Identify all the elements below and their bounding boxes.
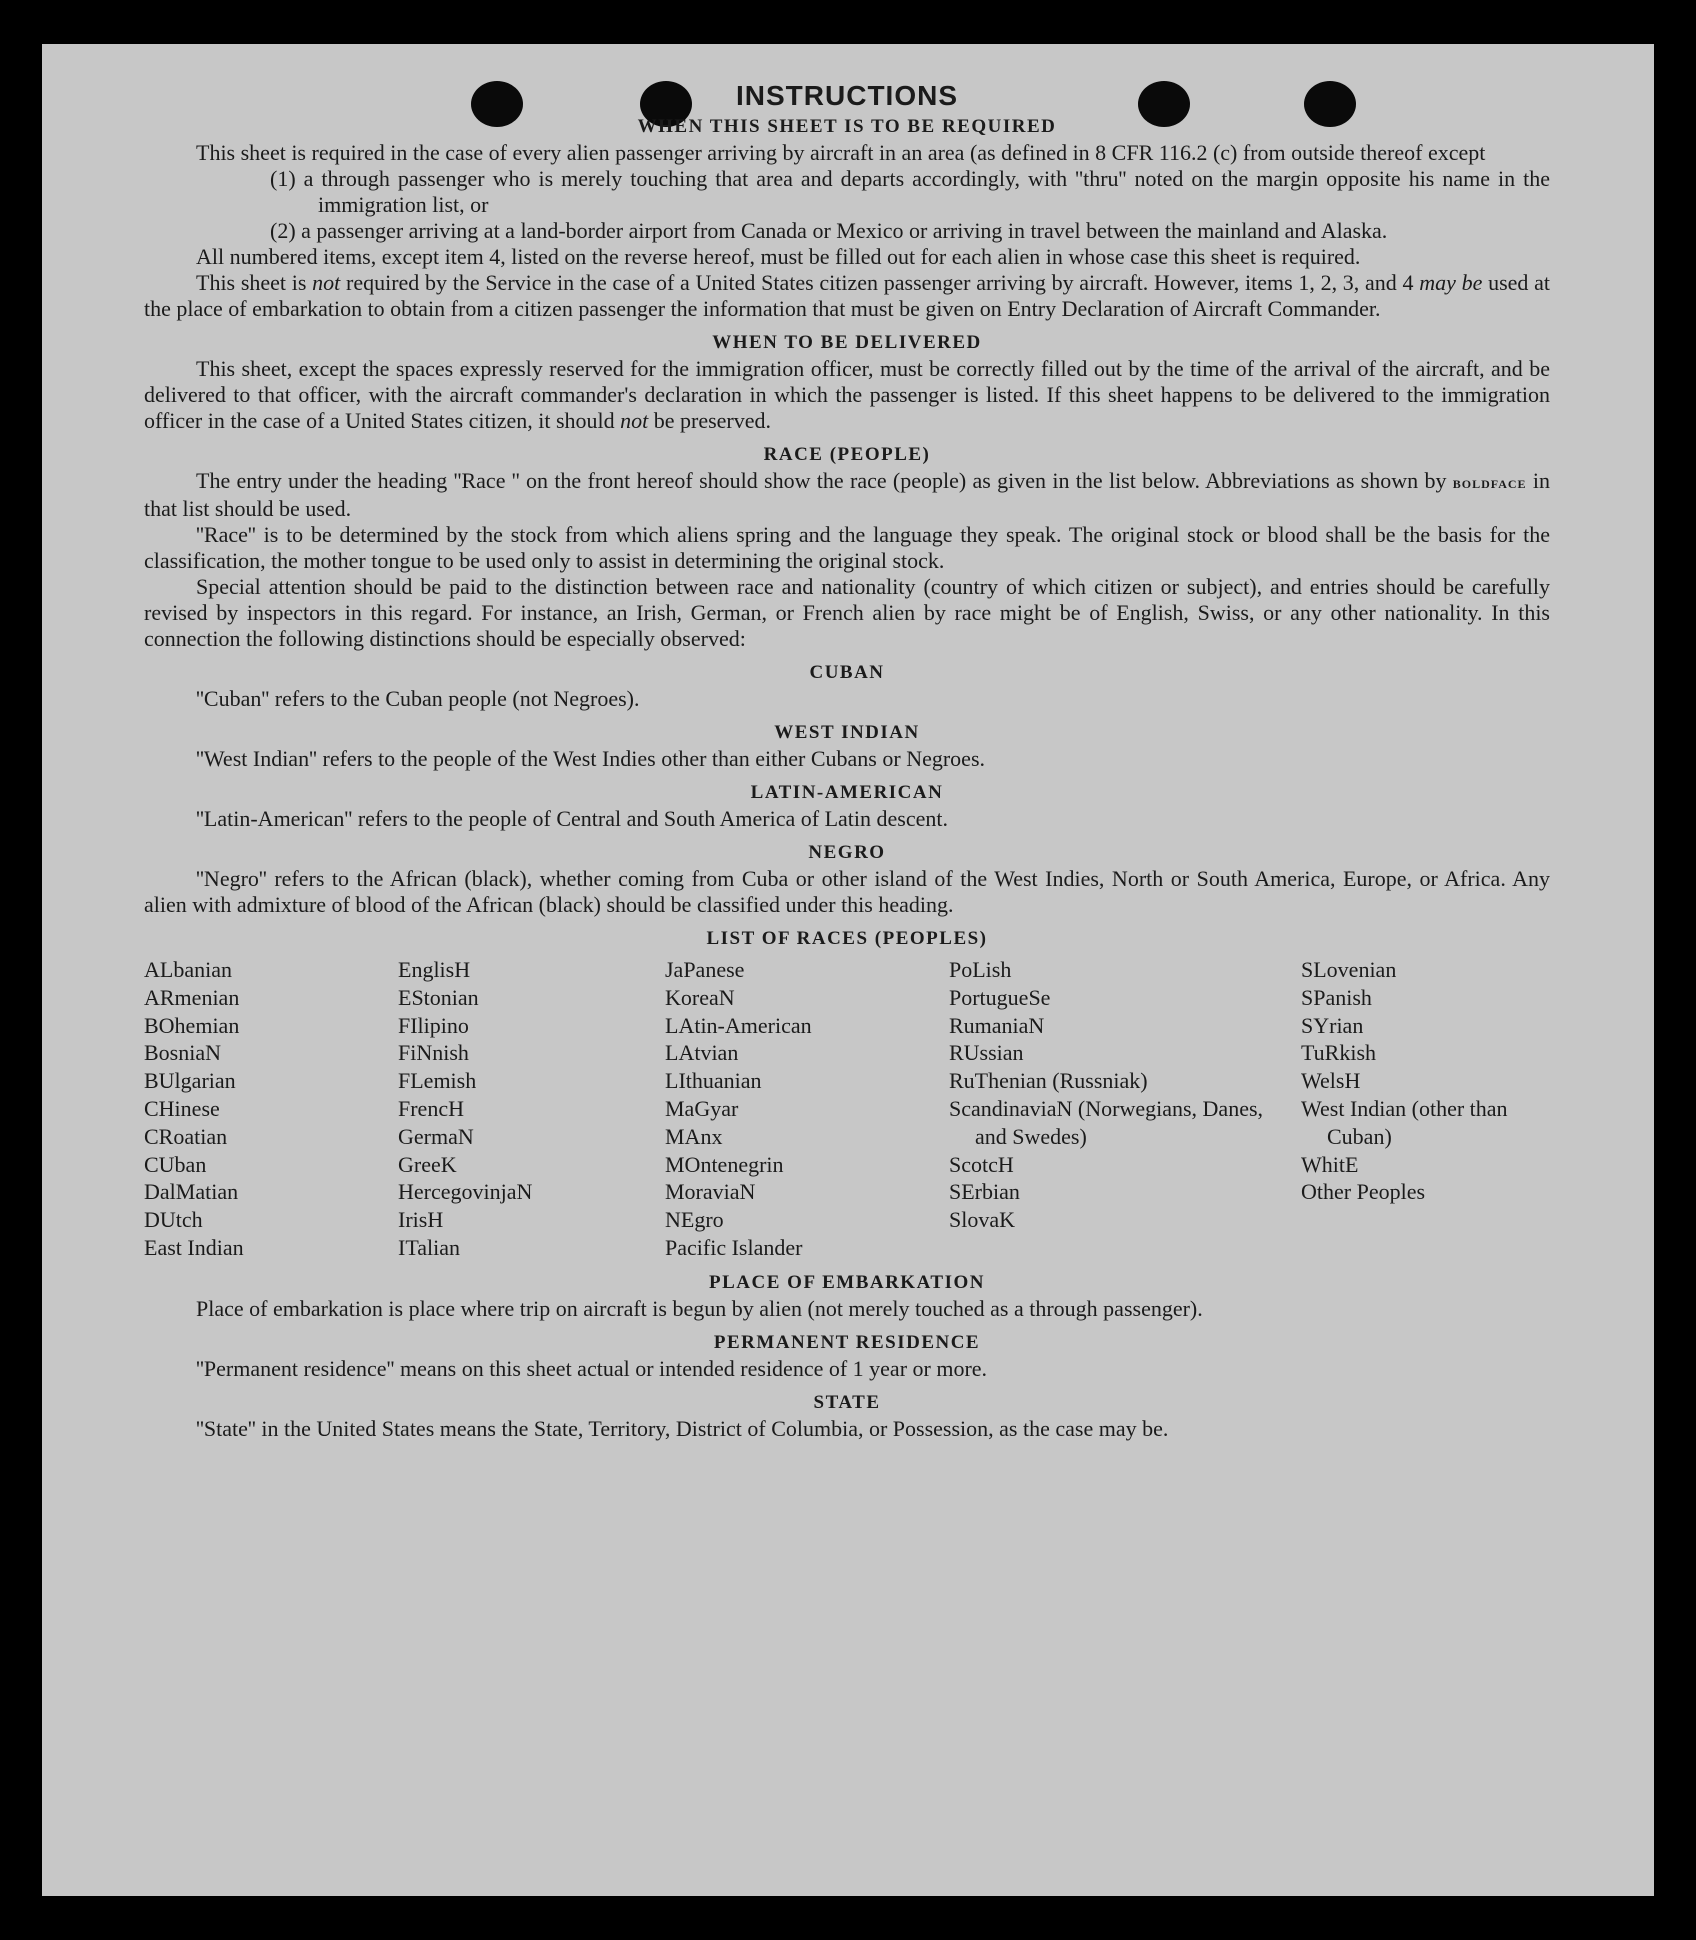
section-heading: PLACE OF EMBARKATION xyxy=(709,1271,985,1293)
race-item: PortugueSe xyxy=(949,984,1051,1010)
race-item: LAtvian xyxy=(665,1040,739,1066)
race-item: GermaN xyxy=(398,1123,474,1149)
race-item: EStonian xyxy=(398,984,479,1010)
race-item: JaPanese xyxy=(665,957,745,982)
section-heading: WEST INDIAN xyxy=(774,722,920,743)
paragraph: ''West Indian'' refers to the people of the West Indies other than either Cubans or Negroes. xyxy=(196,746,986,771)
race-item: IrisH xyxy=(398,1207,444,1233)
race-list xyxy=(144,956,1550,1262)
paragraph: ''Negro'' refers to the African (black), whether coming from Cuba or other island of the West Indies, North or South America, Europe, or Africa. Any alien with admixture of blood of the African (black) should be classified under this heading. xyxy=(144,866,1550,917)
race-item: SErbian xyxy=(949,1179,1020,1205)
paragraph: ''Cuban'' refers to the Cuban people (not Negroes). xyxy=(196,686,640,711)
paragraph: ''Race'' is to be determined by the stock from which aliens spring and the language they speak. The original stock or blood shall be the basis for the classification, the mother tongue to be used only to assist in determining the original stock. xyxy=(144,522,1550,573)
race-item: SYrian xyxy=(1301,1012,1364,1038)
race-column xyxy=(398,956,665,1262)
race-item: East Indian xyxy=(144,1234,244,1260)
race-item: TuRkish xyxy=(1301,1040,1377,1066)
race-item: PoLish xyxy=(949,957,1012,982)
section-heading: LIST OF RACES (PEOPLES) xyxy=(706,928,988,949)
race-item: CHinese xyxy=(144,1095,220,1121)
race-item: LIthuanian xyxy=(665,1068,762,1094)
race-item: KoreaN xyxy=(665,984,735,1010)
paragraph: ''Permanent residence'' means on this sheet actual or intended residence of 1 year or more. xyxy=(196,1355,988,1381)
race-item: MOntenegrin xyxy=(665,1151,784,1177)
race-item: LAtin-American xyxy=(665,1012,812,1038)
race-item: ITalian xyxy=(398,1234,460,1260)
section-heading: RACE (PEOPLE) xyxy=(763,444,931,465)
paragraph: This sheet is not required by the Service in the case of a United States citizen passenger arriving by aircraft. However, items 1, 2, 3, and 4 may be used at the place of embarkation to obtain from a citizen passenger the information that must be given on Entry Declaration of Aircraft Commander. xyxy=(144,270,1550,321)
paragraph: Special attention should be paid to the distinction between race and nationality (country of which citizen or subject), and entries should be carefully revised by inspectors in this regard. For instance, an Irish, German, or French alien by race might be of English, Swiss, or any other nationality. In this connection the following distinctions should be especially observed: xyxy=(144,574,1550,651)
race-item: ALbanian xyxy=(144,957,232,982)
race-item: BUlgarian xyxy=(144,1068,236,1094)
paragraph: This sheet, except the spaces expressly reserved for the immigration officer, must be correctly filled out by the time of the arrival of the aircraft, and be delivered to that officer, with the aircraft commander's declaration in which the passenger is listed. If this sheet happens to be delivered to the immigration officer in the case of a United States citizen, it should not be preserved. xyxy=(144,356,1550,433)
race-column xyxy=(144,956,398,1262)
race-item: RumaniaN xyxy=(949,1012,1045,1038)
race-item: ScandinaviaN (Norwegians, Danes, and Swedes) xyxy=(949,1095,1264,1149)
section-heading: LATIN-AMERICAN xyxy=(750,782,944,803)
race-item: SPanish xyxy=(1301,984,1372,1010)
paragraph: The entry under the heading ''Race '' on the front hereof should show the race (people) as given in the list below. Abbreviations as shown by boldface in that list should be used. xyxy=(144,468,1550,521)
race-item: DUtch xyxy=(144,1207,203,1233)
paragraph: This sheet is required in the case of every alien passenger arriving by aircraft in an area (as defined in 8 CFR 116.2 (c) from outside thereof except xyxy=(196,140,1486,165)
section-heading: STATE xyxy=(813,1391,881,1413)
race-item: FrencH xyxy=(398,1095,464,1121)
paragraph: Place of embarkation is place where trip on aircraft is begun by alien (not merely touched as a through passenger). xyxy=(196,1295,1203,1321)
race-item: FLemish xyxy=(398,1068,477,1094)
instructions-content xyxy=(144,80,1550,1442)
race-item: FIlipino xyxy=(398,1012,469,1038)
race-column xyxy=(949,956,1301,1262)
section-heading: CUBAN xyxy=(809,662,885,683)
race-item: BOhemian xyxy=(144,1012,240,1038)
race-item: SlovaK xyxy=(949,1207,1015,1233)
paragraph: ''State'' in the United States means the State, Territory, District of Columbia, or Possession, as the case may be. xyxy=(196,1415,1169,1441)
page-title: INSTRUCTIONS xyxy=(736,80,958,111)
list-item: (1) a through passenger who is merely touching that area and departs accordingly, with ''thru'' noted on the margin opposite his name in the immigration list, or xyxy=(270,166,1550,217)
race-item: ScotcH xyxy=(949,1151,1014,1177)
race-item: DalMatian xyxy=(144,1179,239,1205)
race-item: SLovenian xyxy=(1301,957,1397,982)
section-heading: PERMANENT RESIDENCE xyxy=(713,1331,981,1353)
race-item: Pacific Islander xyxy=(665,1234,803,1260)
race-item: GreeK xyxy=(398,1151,457,1177)
list-item: (2) a passenger arriving at a land-border airport from Canada or Mexico or arriving in travel between the mainland and Alaska. xyxy=(270,218,1388,243)
race-item: EnglisH xyxy=(398,957,471,982)
race-item: RUssian xyxy=(949,1040,1024,1066)
race-item: MAnx xyxy=(665,1123,723,1149)
race-item: HercegovinjaN xyxy=(398,1179,533,1205)
race-column xyxy=(1301,956,1541,1262)
race-item: NEgro xyxy=(665,1207,724,1233)
race-item: ARmenian xyxy=(144,984,240,1010)
race-item: RuThenian (Russniak) xyxy=(949,1068,1148,1094)
race-item: CUban xyxy=(144,1151,207,1177)
race-item: Other Peoples xyxy=(1301,1179,1426,1205)
race-item: WhitE xyxy=(1301,1151,1359,1177)
race-item: BosniaN xyxy=(144,1040,221,1066)
race-item: MoraviaN xyxy=(665,1179,756,1205)
race-item: FiNnish xyxy=(398,1040,469,1066)
race-item: WelsH xyxy=(1301,1068,1361,1094)
race-item: West Indian (other than Cuban) xyxy=(1301,1095,1508,1149)
section-heading: NEGRO xyxy=(808,842,886,863)
race-column xyxy=(665,956,949,1262)
race-item: CRoatian xyxy=(144,1123,228,1149)
race-item: MaGyar xyxy=(665,1095,739,1121)
section-heading: WHEN THIS SHEET IS TO BE REQUIRED xyxy=(637,116,1057,137)
section-heading: WHEN TO BE DELIVERED xyxy=(712,332,982,353)
paragraph: ''Latin-American'' refers to the people of Central and South America of Latin descent. xyxy=(196,806,948,831)
paragraph: All numbered items, except item 4, listed on the reverse hereof, must be filled out for each alien in whose case this sheet is required. xyxy=(196,244,1361,269)
